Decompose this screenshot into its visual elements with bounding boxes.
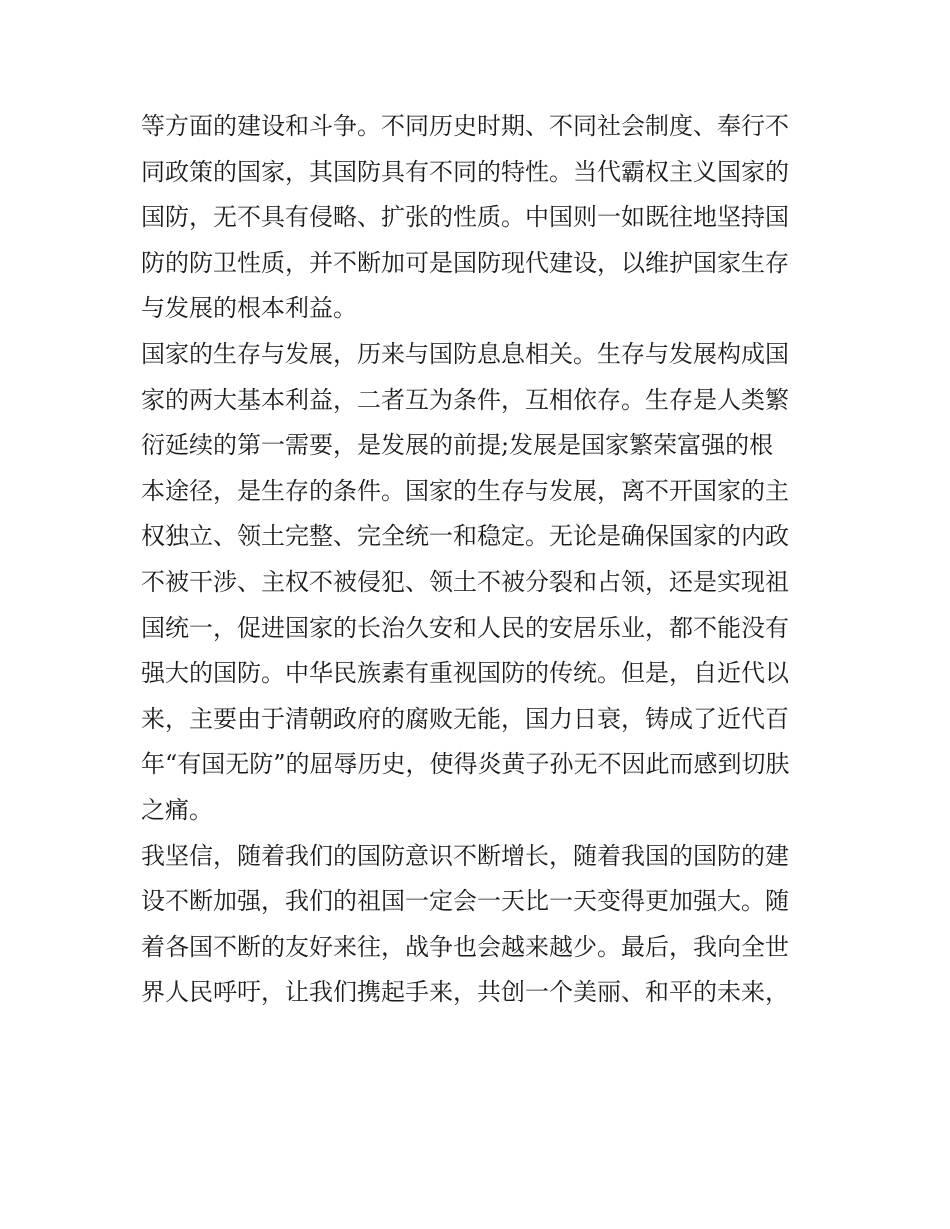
text-line: 等方面的建设和斗争。不同历史时期、不同社会制度、奉行不	[141, 112, 789, 140]
text-line: 设不断加强，我们的祖国一定会一天比一天变得更加强大。随	[141, 887, 789, 916]
text-line: 同政策的国家，其国防具有不同的特性。当代霸权主义国家的	[141, 157, 789, 186]
text-line: 国家的生存与发展，历来与国防息息相关。生存与发展构成国	[141, 339, 789, 368]
text-line: 国统一，促进国家的长治久安和人民的安居乐业，都不能没有	[141, 613, 789, 642]
text-line: 权独立、领土完整、完全统一和稳定。无论是确保国家的内政	[141, 522, 789, 551]
text-line: 国防，无不具有侵略、扩张的性质。中国则一如既往地坚持国	[141, 203, 789, 232]
text-line: 防的防卫性质，并不断加可是国防现代建设，以维护国家生存	[141, 248, 789, 277]
text-line: 本途径，是生存的条件。国家的生存与发展，离不开国家的主	[141, 476, 789, 505]
text-line: 与发展的根本利益。	[141, 294, 357, 323]
body-text	[141, 104, 821, 1016]
text-line: 强大的国防。中华民族素有重视国防的传统。但是，自近代以	[141, 659, 789, 688]
text-line: 年“有国无防”的屈辱历史，使得炎黄子孙无不因此而感到切肤	[141, 750, 790, 779]
text-line: 之痛。	[141, 795, 213, 824]
text-line: 衍延续的第一需要，是发展的前提;发展是国家繁荣富强的根	[141, 431, 774, 460]
text-line: 不被干涉、主权不被侵犯、领土不被分裂和占领，还是实现祖	[141, 567, 789, 596]
text-line: 界人民呼吁，让我们携起手来，共创一个美丽、和平的未来，	[141, 978, 789, 1007]
text-line: 着各国不断的友好来往，战争也会越来越少。最后，我向全世	[141, 932, 789, 961]
text-line: 我坚信，随着我们的国防意识不断增长，随着我国的国防的建	[141, 841, 789, 870]
text-line: 来，主要由于清朝政府的腐败无能，国力日衰，铸成了近代百	[141, 704, 789, 733]
text-line: 家的两大基本利益，二者互为条件，互相依存。生存是人类繁	[141, 385, 789, 414]
